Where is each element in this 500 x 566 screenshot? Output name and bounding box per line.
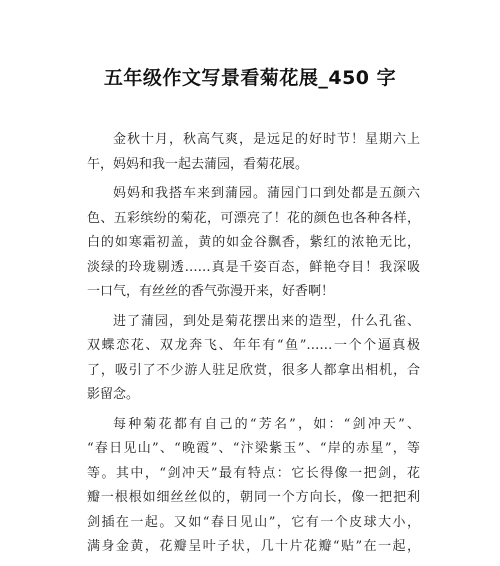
text-line: 等。其中，“剑冲天”最有特点：它长得像一把剑，花 (87, 465, 420, 481)
paragraph-3 (87, 310, 420, 408)
essay-body (87, 128, 420, 565)
text-line: 每种菊花都有自己的“芳名”，如：“剑冲天”、 (113, 416, 420, 432)
paragraph-1 (87, 128, 420, 177)
text-line: “春日见山”、“晚霞”、“汴梁紫玉”、“岸的赤星”，等 (87, 441, 420, 456)
text-line: 满身金黄，花瓣呈叶子状，几十片花瓣“贴”在一起， (87, 539, 420, 554)
text-line: 白的如寒霜初盖，黄的如金谷飘香，紫红的浓艳无比， (87, 235, 420, 250)
paragraph-4 (87, 413, 420, 560)
paragraph-2 (87, 182, 420, 305)
text-line: 剑插在一起。又如“春日见山”，它有一个皮球大小， (87, 514, 420, 530)
text-line: 午，妈妈和我一起去蒲园，看菊花展。 (87, 156, 309, 172)
text-line: 双蝶恋花、双龙奔飞、年年有“鱼”……一个个逼真极 (87, 338, 420, 353)
text-line: 淡绿的玲珑剔透……真是千姿百态，鲜艳夺目！我深吸 (87, 259, 420, 275)
document-title: 五年级作文写景看菊花展_450 字 (103, 67, 397, 89)
text-line: 一口气，有丝丝的香气弥漫开来，好香啊！ (87, 284, 335, 299)
text-line: 进了蒲园，到处是菊花摆出来的造型，什么孔雀、 (113, 313, 420, 329)
text-line: 金秋十月，秋高气爽，是远足的好时节！星期六上 (113, 132, 420, 147)
text-line: 妈妈和我搭车来到蒲园。蒲园门口到处都是五颜六 (113, 186, 420, 201)
text-line: 色、五彩缤纷的菊花，可漂亮了！花的颜色也各种各样， (87, 210, 420, 226)
text-line: 了，吸引了不少游人驻足欣赏，很多人都拿出相机，合 (87, 362, 420, 378)
text-line: 瓣一根根如细丝丝似的，朝同一个方向长，像一把把利 (87, 490, 420, 505)
text-line: 影留念。 (87, 387, 140, 402)
